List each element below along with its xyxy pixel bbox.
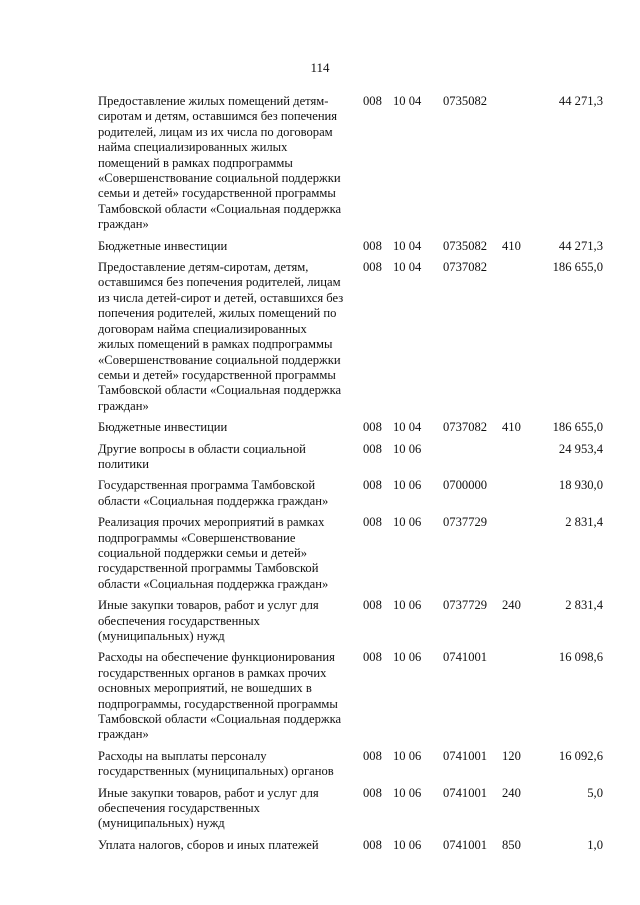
row-expense-type-code: 120 (502, 748, 521, 763)
row-section-code: 10 06 (393, 478, 422, 493)
row-description: Другие вопросы в области социальной политики (98, 441, 306, 471)
row-section-code: 10 06 (393, 785, 422, 800)
row-section-code: 10 06 (393, 650, 422, 665)
row-description: Предоставление детям-сиротам, детям, оставшимся без попечения родителей, лицам из числа детей-сирот и детей, оставшихся без попечения родителей, жилых помещений по договорам найма специализированных жилых помещений в рамках подпрограммы «Совершенствование социальной поддержки семьи и детей» государственной программы Тамбовской области «Социальная поддержка граждан» (98, 260, 344, 413)
row-department-code: 008 (363, 785, 382, 800)
row-department-code: 008 (363, 748, 382, 763)
row-amount: 2 831,4 (565, 515, 603, 530)
row-department-code: 008 (363, 420, 382, 435)
row-target-article-code: 0741001 (443, 837, 488, 852)
row-target-article-code: 0741001 (443, 748, 488, 763)
table-row (98, 478, 603, 509)
row-department-code: 008 (363, 837, 382, 852)
row-expense-type-code: 240 (502, 785, 521, 800)
row-expense-type-code: 410 (502, 238, 521, 253)
table-row (98, 598, 603, 644)
row-section-code: 10 04 (393, 94, 422, 108)
row-description: Реализация прочих мероприятий в рамках подпрограммы «Совершенствование социальной поддержки семьи и детей» государственной программы Тамбовской области «Социальная поддержка граждан» (98, 515, 329, 591)
row-expense-type-code: 410 (502, 420, 521, 435)
row-section-code: 10 04 (393, 260, 422, 275)
row-department-code: 008 (363, 515, 382, 530)
row-department-code: 008 (363, 441, 382, 456)
table-row (98, 94, 603, 233)
row-target-article-code: 0737729 (443, 598, 488, 613)
row-target-article-code: 0741001 (443, 650, 488, 665)
row-description: Бюджетные инвестиции (98, 420, 228, 435)
row-department-code: 008 (363, 650, 382, 665)
table-row (98, 786, 603, 832)
row-department-code: 008 (363, 598, 382, 613)
row-section-code: 10 04 (393, 238, 422, 253)
row-target-article-code: 0737729 (443, 515, 488, 530)
row-expense-type-code: 850 (502, 837, 521, 852)
row-target-article-code: 0735082 (443, 238, 488, 253)
page-number: 114 (310, 60, 330, 75)
row-amount: 18 930,0 (558, 478, 603, 493)
row-amount: 44 271,3 (558, 94, 603, 108)
row-amount: 186 655,0 (552, 260, 603, 275)
table-row (98, 515, 603, 592)
row-amount: 16 098,6 (558, 650, 603, 665)
row-amount: 24 953,4 (558, 441, 603, 456)
row-amount: 5,0 (587, 785, 603, 800)
row-amount: 1,0 (587, 837, 603, 852)
row-section-code: 10 06 (393, 441, 422, 456)
row-department-code: 008 (363, 238, 382, 253)
table-row (98, 838, 603, 853)
table-row (98, 420, 603, 435)
row-section-code: 10 06 (393, 515, 422, 530)
row-description: Бюджетные инвестиции (98, 238, 228, 253)
row-amount: 2 831,4 (565, 598, 603, 613)
row-description: Уплата налогов, сборов и иных платежей (98, 837, 319, 852)
row-target-article-code: 0700000 (443, 478, 488, 493)
row-amount: 16 092,6 (558, 748, 603, 763)
row-department-code: 008 (363, 94, 382, 108)
row-description: Государственная программа Тамбовской области «Социальная поддержка граждан» (98, 478, 329, 508)
budget-table (98, 94, 603, 859)
table-row (98, 239, 603, 254)
row-target-article-code: 0735082 (443, 94, 488, 108)
table-row (98, 749, 603, 780)
row-description: Расходы на обеспечение функционирования государственных органов в рамках прочих основных мероприятий, не вошедших в подпрограммы, государственной программы Тамбовской области «Социальная поддержка граждан» (98, 650, 342, 742)
table-row (98, 442, 603, 473)
row-department-code: 008 (363, 260, 382, 275)
row-section-code: 10 06 (393, 748, 422, 763)
row-description: Расходы на выплаты персоналу государственных (муниципальных) органов (98, 748, 334, 779)
row-amount: 186 655,0 (552, 420, 603, 435)
row-target-article-code: 0737082 (443, 260, 488, 275)
row-description: Предоставление жилых помещений детям-сиротам и детям, оставшимся без попечения родителей, лицам из их числа по договорам найма специализированных жилых помещений в рамках подпрограммы «Совершенствование социальной поддержки семьи и детей» государственной программы Тамбовской области «Социальная поддержка граждан» (98, 94, 342, 232)
row-target-article-code: 0737082 (443, 420, 488, 435)
row-section-code: 10 06 (393, 598, 422, 613)
row-department-code: 008 (363, 478, 382, 493)
row-description: Иные закупки товаров, работ и услуг для обеспечения государственных (муниципальных) нужд (98, 785, 319, 831)
row-expense-type-code: 240 (502, 598, 521, 613)
table-row (98, 650, 603, 742)
table-row (98, 260, 603, 414)
row-amount: 44 271,3 (558, 238, 603, 253)
row-section-code: 10 06 (393, 837, 422, 852)
row-target-article-code: 0741001 (443, 785, 488, 800)
row-description: Иные закупки товаров, работ и услуг для обеспечения государственных (муниципальных) нужд (98, 598, 319, 643)
row-section-code: 10 04 (393, 420, 422, 435)
